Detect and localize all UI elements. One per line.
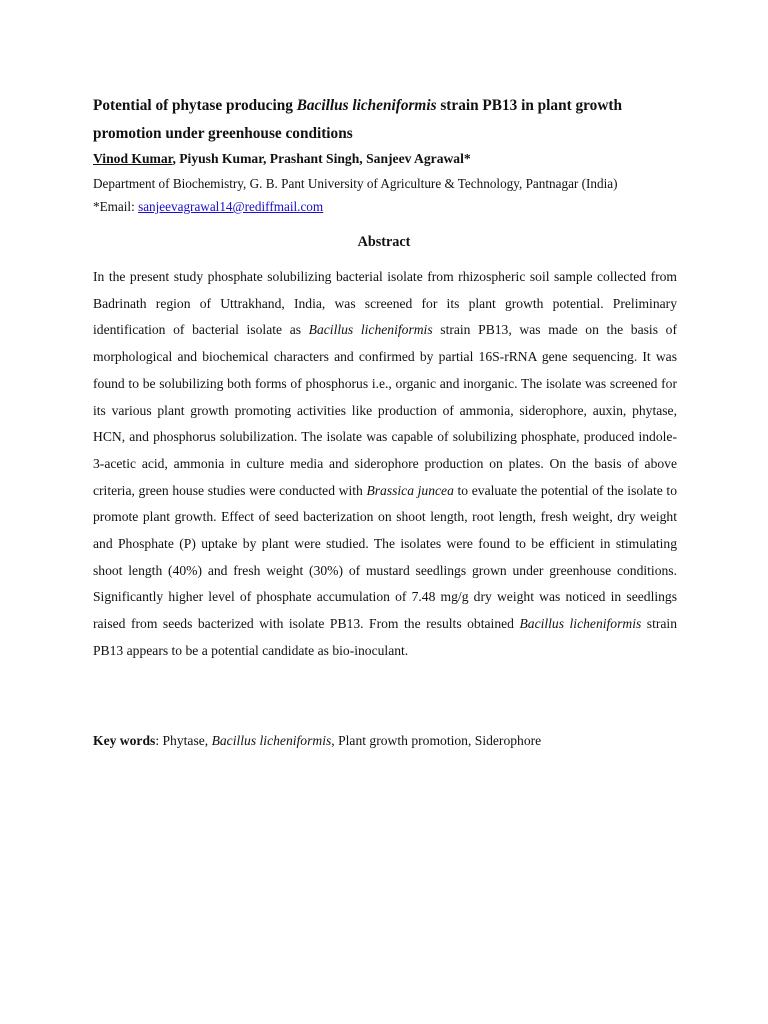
abstract-text-4: strain PB13 appears to be a potential candidate as bio-inoculant. bbox=[93, 616, 677, 658]
email-label: *Email: bbox=[93, 199, 139, 214]
email-line bbox=[93, 198, 693, 216]
keywords-line bbox=[93, 731, 693, 751]
abstract-body bbox=[93, 264, 677, 665]
title-text-1: Potential of phytase producing bbox=[93, 97, 297, 114]
abstract-species-2: Brassica juncea bbox=[366, 482, 454, 498]
keywords-label: Key words bbox=[93, 733, 156, 748]
abstract-text-3: to evaluate the potential of the isolate to promote plant growth. Effect of seed bacterization on shoot length, root length, fresh weight, dry weight and Phosphate (P) uptake by plant were studied. The isolates were found to be efficient in stimulating shoot length (40%) and fresh weight (30%) of mustard seedlings grown under greenhouse conditions. Significantly higher level of phosphate accumulation of 7.48 mg/g dry weight was noticed in seedlings raised from seeds bacterized with isolate PB13. From the results obtained bbox=[93, 482, 677, 632]
keywords-species: Bacillus licheniformis bbox=[211, 733, 332, 748]
keywords-sep: : Phytase, bbox=[155, 733, 212, 748]
title-text-2: strain PB13 in plant growth promotion under greenhouse conditions bbox=[93, 97, 622, 142]
abstract-text-1: In the present study phosphate solubilizing bacterial isolate from rhizospheric soil sample collected from Badrinath region of Uttrakhand, India, was screened for its plant growth potential. Preliminary identification of bacterial isolate as bbox=[93, 269, 677, 338]
email-link[interactable]: sanjeevagrawal14@rediffmail.com bbox=[138, 199, 324, 214]
author-list bbox=[93, 150, 693, 168]
paper-title bbox=[93, 92, 693, 148]
abstract-heading: Abstract bbox=[357, 234, 411, 250]
abstract-text-2: strain PB13, was made on the basis of morphological and biochemical characters and confirmed by partial 16S-rRNA gene sequencing. It was found to be solubilizing both forms of phosphorus i.e., organic and inorganic. The isolate was screened for its various plant growth promoting activities like production of ammonia, siderophore, auxin, phytase, HCN, and phosphorus solubilization. The isolate was capable of solubilizing phosphate, produced indole-3-acetic acid, ammonia in culture media and siderophore production on plates. On the basis of above criteria, green house studies were conducted with bbox=[93, 322, 677, 498]
other-authors: , Piyush Kumar, Prashant Singh, Sanjeev Agrawal* bbox=[172, 151, 471, 166]
abstract-species-3: Bacillus licheniformis bbox=[519, 616, 642, 632]
first-author: Vinod Kumar bbox=[93, 151, 173, 166]
keywords-rest: , Plant growth promotion, Siderophore bbox=[331, 733, 542, 748]
abstract-species-1: Bacillus licheniformis bbox=[308, 322, 433, 338]
title-species: Bacillus licheniformis bbox=[296, 97, 437, 114]
affiliation: Department of Biochemistry, G. B. Pant University of Agriculture & Technology, Pantnagar (India) bbox=[93, 176, 618, 191]
